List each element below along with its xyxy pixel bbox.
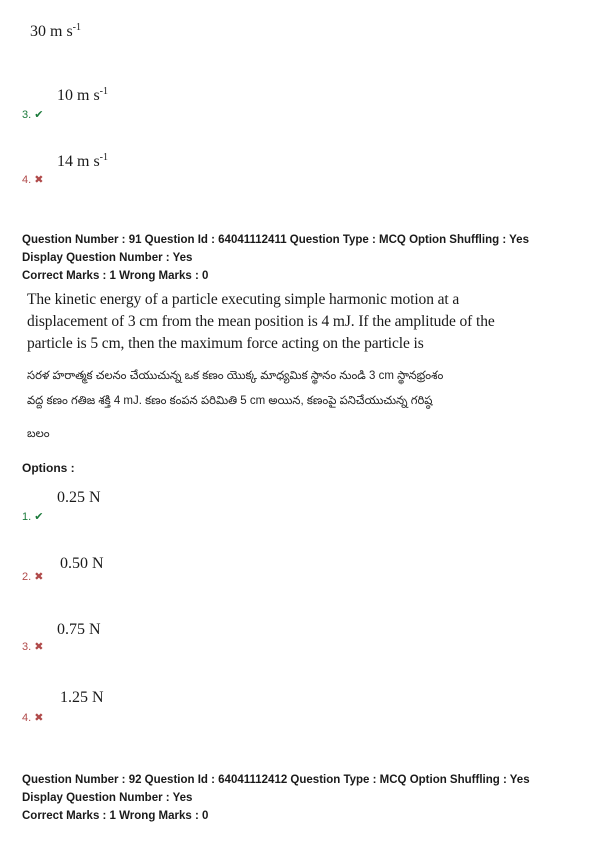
question-91-meta-line3: Correct Marks : 1 Wrong Marks : 0: [22, 270, 209, 282]
cross-icon: ✖: [34, 712, 44, 724]
option-2-number: 2.: [22, 571, 32, 583]
option-4-value: 1.25 N: [60, 689, 104, 706]
question-92-meta-line3: Correct Marks : 1 Wrong Marks : 0: [22, 810, 209, 822]
question-91-english-line2: displacement of 3 cm from the mean position is 4 mJ. If the amplitude of the: [27, 313, 495, 330]
option-3-number: 3.: [22, 641, 32, 653]
question-91-telugu-line1: సరళ హరాత్మక చలనం చేయుచున్న ఒక కణం యొక్క మాధ్యమిక స్థానం నుండి 3 cm స్థానభ్రంశం: [27, 370, 444, 382]
question-91-meta-line2: Display Question Number : Yes: [22, 252, 193, 264]
prev-option-4-exponent: -1: [99, 152, 109, 163]
question-92-meta-line1: Question Number : 92 Question Id : 64041112412 Question Type : MCQ Option Shuffling : Yes: [22, 774, 530, 786]
question-91-english-text: [27, 289, 587, 355]
option-1-label: [22, 510, 43, 523]
question-92-meta: [22, 771, 587, 825]
check-icon: ✔: [34, 511, 44, 523]
prev-option-4-number: 4.: [22, 174, 32, 186]
prev-option-4-value: [57, 152, 108, 171]
option-4-label: [22, 711, 43, 724]
option-1-value: 0.25 N: [57, 489, 101, 506]
cross-icon: ✖: [34, 174, 44, 186]
prev-option-text: 30 m s: [30, 23, 73, 40]
question-91-meta-line1: Question Number : 91 Question Id : 64041112411 Question Type : MCQ Option Shuffling : Yes: [22, 234, 529, 246]
prev-option-exponent: -1: [72, 22, 82, 33]
question-91-telugu-line2: వద్ద కణం గతిజ శక్తి 4 mJ. కణం కంపన పరిమితి 5 cm అయిన, కణంపై పనిచేయుచున్న గరిష్ఠ: [27, 395, 433, 407]
cross-icon: ✖: [34, 641, 44, 653]
check-icon: ✔: [34, 109, 44, 121]
cross-icon: ✖: [34, 571, 44, 583]
question-91-telugu-line3: బలం: [27, 428, 50, 440]
prev-option-4-text: 14 m s: [57, 153, 100, 170]
prev-option-3-value: [57, 86, 108, 105]
option-4-number: 4.: [22, 712, 32, 724]
prev-option-3-exponent: -1: [99, 86, 109, 97]
prev-option-value: [30, 22, 81, 41]
question-91-english-line3: particle is 5 cm, then the maximum force acting on the particle is: [27, 335, 424, 352]
prev-option-3-label: [22, 108, 43, 121]
question-92-meta-line2: Display Question Number : Yes: [22, 792, 193, 804]
option-3-label: [22, 640, 43, 653]
prev-option-3-text: 10 m s: [57, 87, 100, 104]
option-3-value: 0.75 N: [57, 621, 101, 638]
option-2-value: 0.50 N: [60, 555, 104, 572]
options-label: Options :: [22, 461, 75, 475]
option-2-label: [22, 570, 43, 583]
option-1-number: 1.: [22, 511, 32, 523]
prev-option-3-number: 3.: [22, 109, 32, 121]
prev-option-4-label: [22, 173, 43, 186]
question-91-telugu-text: [27, 364, 587, 447]
question-91-meta: [22, 231, 587, 285]
question-91-english-line1: The kinetic energy of a particle executing simple harmonic motion at a: [27, 291, 460, 308]
